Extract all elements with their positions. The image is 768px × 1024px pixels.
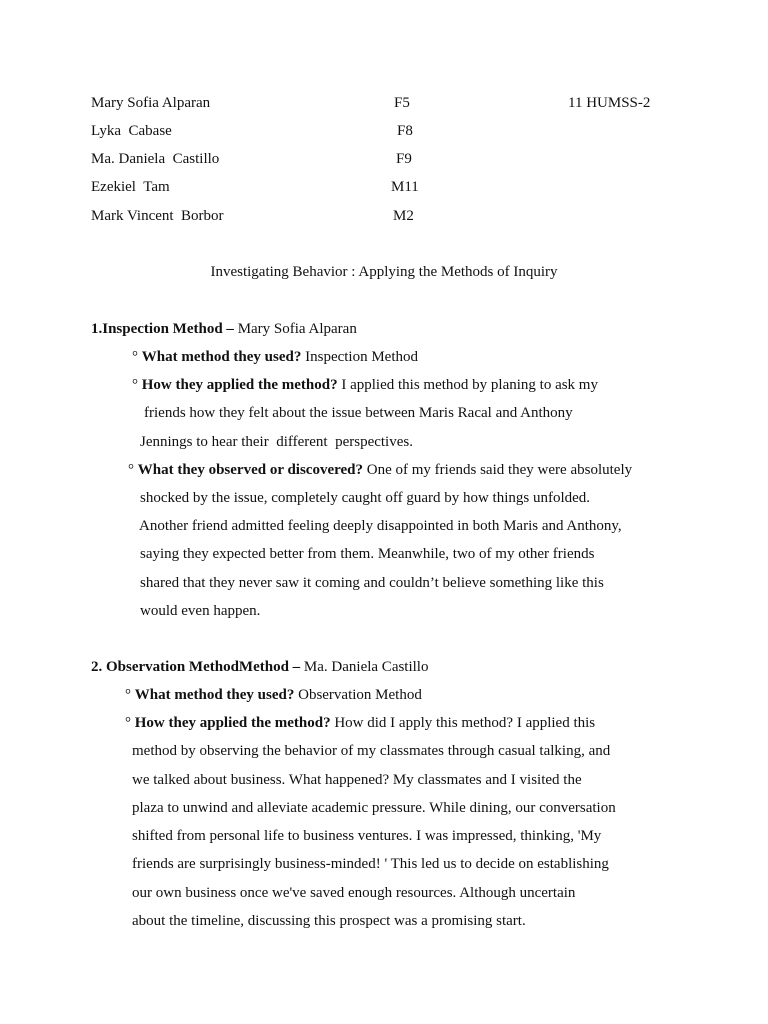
member-name: Ezekiel Tam [91,179,170,195]
answer-line: Jennings to hear their different perspectives. [140,434,413,450]
question-answer: Observation Method [294,687,422,703]
bullet: ° [125,687,135,703]
question-label: What method they used? [141,349,302,365]
answer-line: One of my friends said they were absolutely [363,462,633,478]
class-section: 11 HUMSS-2 [568,95,651,111]
question-line [125,686,422,704]
answer-line: Another friend admitted feeling deeply disappointed in both Maris and Anthony, [139,518,622,534]
member-name: Mary Sofia Alparan [91,95,211,111]
answer-line: plaza to unwind and alleviate academic pressure. While dining, our conversation [132,800,616,816]
answer-line: friends how they felt about the issue between Maris Racal and Anthony [144,405,573,421]
question-label: What method they used? [134,687,295,703]
section-heading-label: 2. Observation MethodMethod – [91,659,301,675]
section-author: Ma. Daniela Castillo [300,659,429,675]
answer-line: shifted from personal life to business ventures. I was impressed, thinking, 'My [132,828,602,844]
member-code: M11 [391,179,419,195]
answer-line: saying they expected better from them. Meanwhile, two of my other friends [140,546,595,562]
question-label: How they applied the method? [141,377,338,393]
member-code: M2 [393,208,414,224]
bullet: ° [132,349,142,365]
answer-line: method by observing the behavior of my classmates through casual talking, and [132,743,611,759]
question-label: What they observed or discovered? [137,462,364,478]
bullet: ° [132,377,142,393]
question-line [125,714,595,732]
question-line [132,376,598,394]
member-code: F5 [394,95,410,111]
question-line [128,461,632,479]
section-heading-label: 1.Inspection Method – [91,321,234,337]
answer-line: would even happen. [140,603,261,619]
question-label: How they applied the method? [134,715,331,731]
section-author: Mary Sofia Alparan [233,321,357,337]
member-name: Mark Vincent Borbor [91,208,224,224]
section-heading [91,658,428,676]
member-code: F8 [397,123,413,139]
document-title: Investigating Behavior : Applying the Methods of Inquiry [210,264,558,280]
member-name: Lyka Cabase [91,123,172,139]
answer-line: we talked about business. What happened? My classmates and I visited the [132,772,582,788]
bullet: ° [128,462,138,478]
answer-line: shared that they never saw it coming and couldn’t believe something like this [140,575,604,591]
member-name: Ma. Daniela Castillo [91,151,220,167]
member-code: F9 [396,151,412,167]
question-line [132,348,418,366]
answer-line: friends are surprisingly business-minded! ' This led us to decide on establishing [132,856,609,872]
answer-line: our own business once we've saved enough resources. Although uncertain [132,885,576,901]
question-answer: Inspection Method [301,349,419,365]
bullet: ° [125,715,135,731]
answer-line: about the timeline, discussing this prospect was a promising start. [132,913,526,929]
section-heading [91,320,357,338]
answer-line: shocked by the issue, completely caught off guard by how things unfolded. [140,490,591,506]
answer-line: How did I apply this method? I applied this [330,715,596,731]
answer-line: I applied this method by planing to ask my [337,377,598,393]
